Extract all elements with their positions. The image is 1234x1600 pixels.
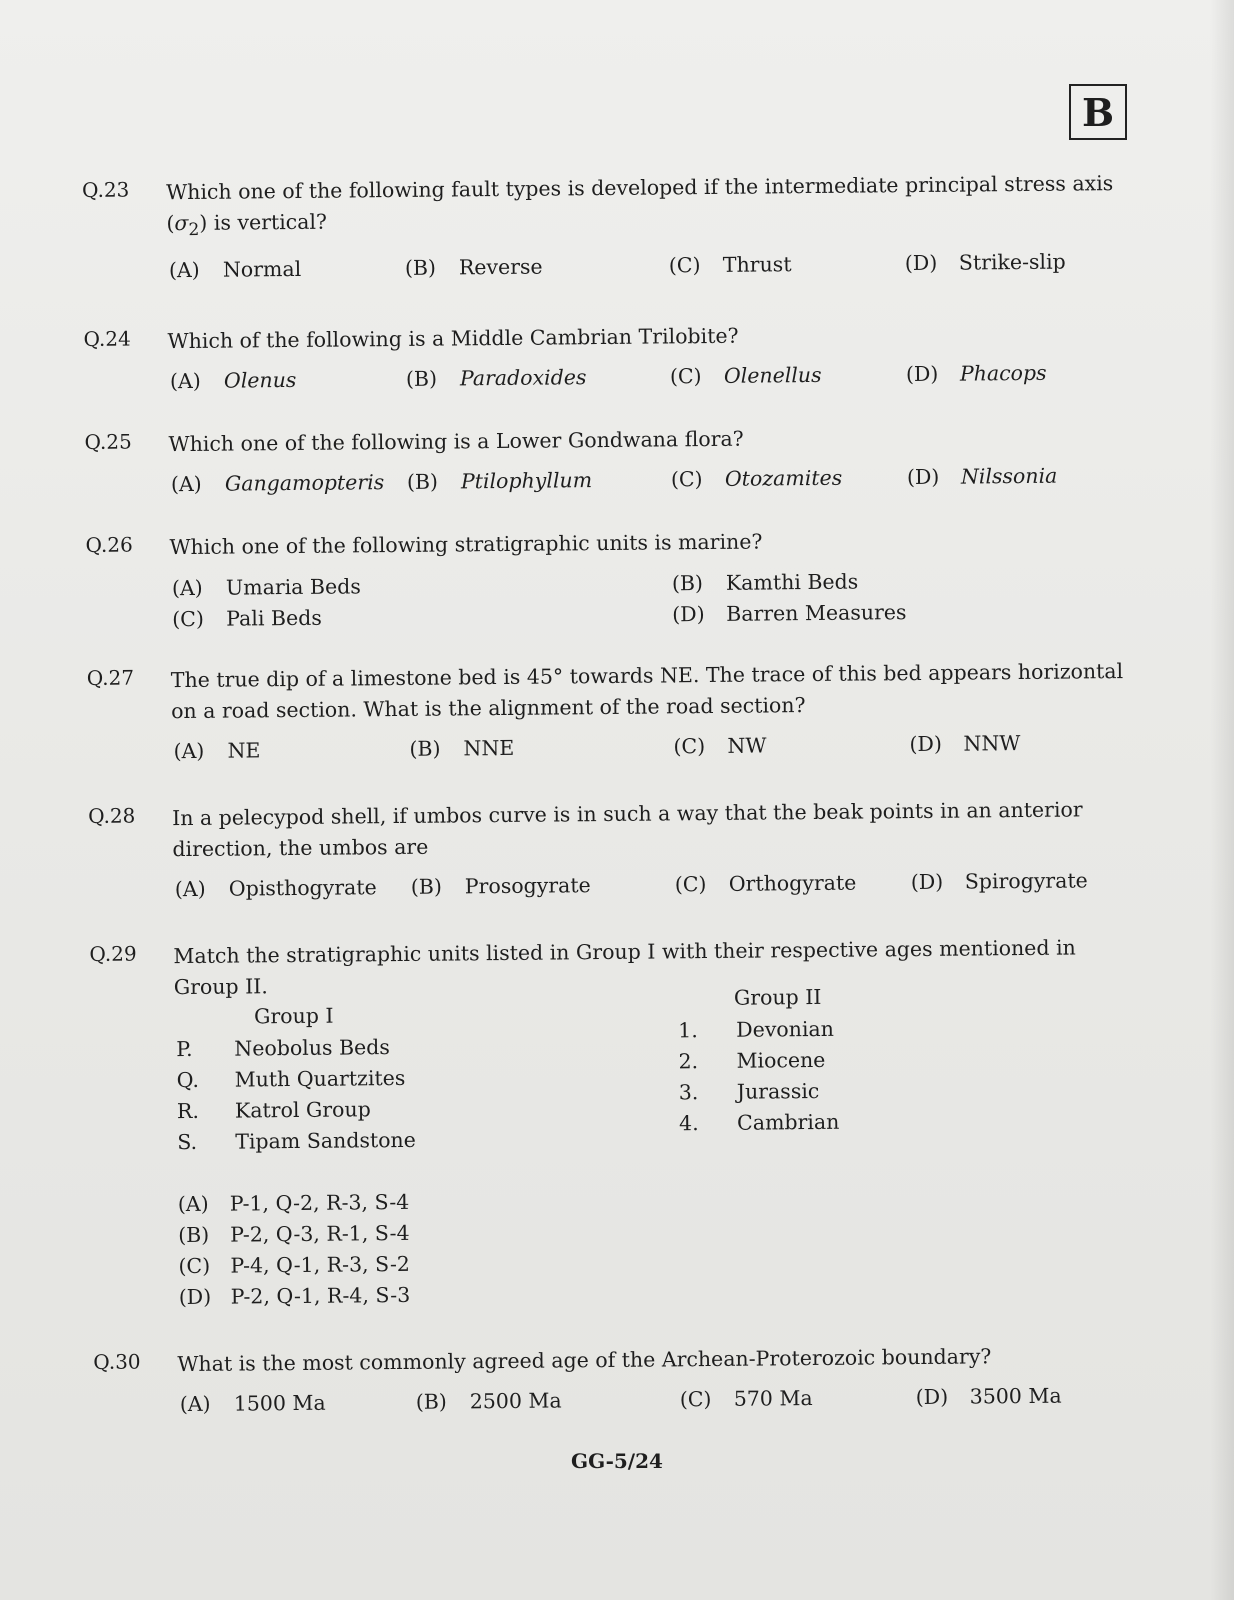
option-c[interactable]: (C) Olenellus — [669, 363, 822, 389]
option-b[interactable]: (B) P-2, Q-3, R-1, S-4 — [178, 1220, 410, 1248]
question-number: Q.29 — [89, 941, 137, 967]
option-b[interactable]: (B) Kamthi Beds — [671, 569, 859, 596]
option-b[interactable]: (B) Paradoxides — [405, 365, 587, 391]
option-c[interactable]: (C) Pali Beds — [172, 605, 322, 632]
question-text: Which one of the following fault types is developed if the intermediate principal stress axis $(\sigma_2)$ is vertical? — [166, 171, 1114, 241]
question-text: In a pelecypod shell, if umbos curve is in such a way that the beak points in an anterior direction, the umbos are — [172, 797, 1083, 862]
option-b[interactable]: (B) Ptilophyllum — [406, 468, 593, 494]
question-30 — [93, 1340, 1144, 1427]
group-2-title: Group II — [733, 985, 822, 1010]
option-c[interactable]: (C) Otozamites — [670, 465, 843, 492]
option-b[interactable]: (B) Prosogyrate — [410, 873, 591, 899]
options-row — [170, 360, 1134, 403]
options-row — [173, 730, 1137, 773]
group-2-item: 2. Miocene — [678, 1047, 826, 1074]
option-a[interactable]: (A) Gangamopteris — [170, 470, 385, 497]
question-number: Q.26 — [85, 532, 133, 558]
option-a[interactable]: (A) Opisthogyrate — [174, 875, 377, 902]
question-text: Which of the following is a Middle Cambrian Trilobite? — [167, 323, 739, 354]
option-b[interactable]: (B) Reverse — [404, 254, 543, 280]
question-number: Q.27 — [86, 665, 135, 691]
option-a[interactable]: (A) P-1, Q-2, R-3, S-4 — [177, 1189, 410, 1217]
question-text: The true dip of a limestone bed is 45° towards NE. The trace of this bed appears horizontal on a road section. What is the alignment of the road section? — [170, 659, 1124, 724]
question-list — [82, 168, 1144, 1427]
option-b[interactable]: (B) NNE — [409, 735, 515, 761]
match-groups — [176, 985, 1142, 1183]
option-a[interactable]: (A) Olenus — [169, 368, 297, 394]
option-d[interactable]: (D) Phacops — [905, 360, 1047, 387]
options-list — [178, 1180, 1143, 1313]
option-d[interactable]: (D) 3500 Ma — [915, 1383, 1062, 1410]
question-29 — [89, 932, 1143, 1314]
page-footer: GG-5/24 — [571, 1449, 663, 1473]
question-text: Which one of the following is a Lower Gondwana flora? — [168, 426, 744, 457]
option-c[interactable]: (C) Thrust — [668, 252, 792, 278]
option-a[interactable]: (A) Umaria Beds — [171, 574, 361, 601]
group-1-item: Q. Muth Quartzites — [176, 1066, 406, 1093]
option-c[interactable]: (C) P-4, Q-1, R-3, S-2 — [178, 1251, 410, 1279]
group-1-item: S. Tipam Sandstone — [177, 1127, 416, 1155]
group-2-item: 4. Cambrian — [678, 1109, 840, 1136]
option-d[interactable]: (D) Barren Measures — [672, 600, 907, 627]
question-number: Q.30 — [93, 1349, 141, 1375]
question-text: Which one of the following stratigraphic units is marine? — [169, 529, 763, 560]
sigma-subscript: 2 — [188, 219, 200, 241]
question-text: Match the stratigraphic units listed in Group I with their respective ages mentioned in Group II. — [173, 935, 1076, 1000]
option-d[interactable]: (D) Nilssonia — [906, 463, 1058, 490]
option-c[interactable]: (C) NW — [673, 733, 767, 759]
option-c[interactable]: (C) Orthogyrate — [674, 870, 857, 897]
group-2-item: 1. Devonian — [678, 1016, 835, 1043]
sigma-symbol: σ — [174, 210, 189, 236]
question-number: Q.23 — [82, 177, 130, 202]
set-code-box: B — [1069, 84, 1127, 140]
question-number: Q.28 — [88, 803, 136, 829]
option-a[interactable]: (A) 1500 Ma — [179, 1390, 326, 1417]
group-1-item: P. Neobolus Beds — [176, 1035, 390, 1062]
options-row — [180, 1383, 1144, 1426]
question-text: What is the most commonly agreed age of the Archean-Proterozoic boundary? — [177, 1344, 992, 1377]
question-26 — [85, 523, 1136, 638]
option-b[interactable]: (B) 2500 Ma — [415, 1388, 562, 1414]
option-d[interactable]: (D) Spirogyrate — [910, 868, 1088, 895]
options-row — [169, 249, 1133, 292]
option-a[interactable]: (A) Normal — [168, 256, 302, 283]
question-number: Q.24 — [83, 326, 131, 352]
options-row — [175, 868, 1139, 911]
page-edge-shadow — [1210, 0, 1234, 1600]
options-grid — [172, 564, 1137, 637]
group-2-item: 3. Jurassic — [678, 1079, 820, 1105]
question-24 — [83, 317, 1134, 404]
option-d[interactable]: (D) Strike-slip — [904, 249, 1066, 276]
question-25 — [84, 420, 1135, 507]
question-27 — [87, 656, 1138, 774]
group-1-title: Group I — [253, 1003, 334, 1029]
options-row — [171, 463, 1135, 506]
option-d[interactable]: (D) NNW — [909, 731, 1021, 757]
question-number: Q.25 — [84, 429, 132, 455]
question-23 — [82, 168, 1133, 293]
option-d[interactable]: (D) P-2, Q-1, R-4, S-3 — [178, 1282, 411, 1310]
option-a[interactable]: (A) NE — [173, 738, 261, 764]
group-1-item: R. Katrol Group — [176, 1097, 371, 1124]
option-c[interactable]: (C) 570 Ma — [679, 1386, 813, 1412]
question-28 — [88, 794, 1139, 912]
